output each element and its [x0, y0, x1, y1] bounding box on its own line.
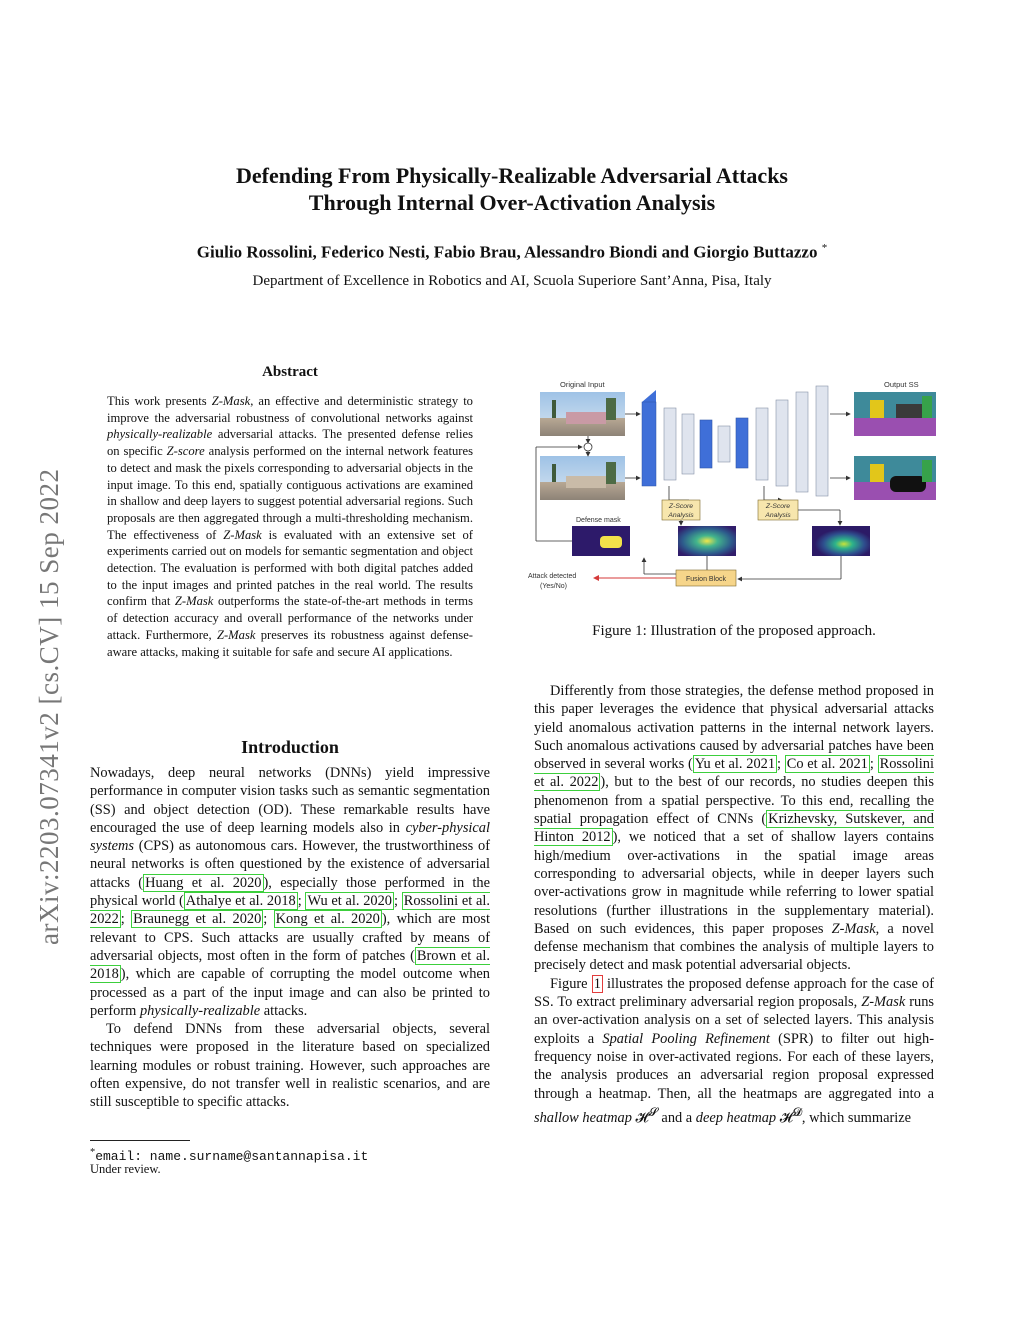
- intro-paragraph-1: Nowadays, deep neural networks (DNNs) yield impressive performance in computer vision tasks such as semantic segmentation (SS) and object detection (OD). These remarkable results have encouraged the use of deep learning models also in cyber-physical systems (CPS) as autonomous cars. However, the trustworthiness of neural networks is often questioned by the existence of adversarial attacks ( Huang et al. 2020 ), especially those performed in the physical world ( Athalye et al. 2018 ; Wu et al. 2020 ; Rossolini et al. 2022 ; Braunegg et al. 2020 ; Kong et al. 2020 ), which are most relevant to CPS. Such attacks are usually crafted by means of adversarial objects, most often in the form of patches ( Brown et al. 2018 ), which are capable of corrupting the model outcome when processed as a part of the input image and can also be printed to perform physically-realizable attacks.: [90, 765, 491, 1019]
- citation-link[interactable]: Huang et al. 2020: [145, 874, 262, 891]
- input-image-top: [540, 392, 625, 436]
- footnote-mark: *: [90, 1147, 96, 1158]
- citation-link[interactable]: Brown et al. 2018: [90, 947, 490, 983]
- zscore1-label-b: Analysis: [668, 512, 694, 519]
- intro-paragraph-2: To defend DNNs from these adversarial objects, several techniques were proposed in the literature based on specialized learning modules or robust training. However, such approaches are often expensive, do not transfer well in realistic scenarios, and are still susceptible to specific attacks.: [90, 1021, 490, 1111]
- citation-link[interactable]: Yu et al. 2021: [694, 756, 776, 773]
- figure-ref-link[interactable]: 1: [593, 975, 601, 992]
- arxiv-sidebar: [30, 355, 70, 945]
- zscore1-label-a: Z-Score: [668, 503, 694, 510]
- fusion-block-label: Fusion Block: [685, 576, 727, 583]
- author-list: [0, 242, 1024, 263]
- label-yes-no: (Yes/No): [540, 583, 567, 590]
- arxiv-identifier: arXiv:2203.07341v2 [cs.CV] 15 Sep 2022: [34, 468, 64, 945]
- architecture-diagram: [524, 378, 944, 600]
- network-layers: [642, 386, 828, 496]
- input-image-bottom: [540, 456, 625, 500]
- left-column-text: [90, 764, 490, 1112]
- intro-paragraph-3: Differently from those strategies, the defense method proposed in this paper leverages the evidence that physical adversarial attacks yield anomalous activation patterns in the internal network layers. Such anomalous activations caused by adversarial patches have been observed in several works ( Yu et al. 2021 ; Co et al. 2021 ; Rossolini et al. 2022 ), but to the best of our records, no studies deepen this phenomenon from a spatial perspective. To this end, recalling the spatial propagation effect of CNNs ( Krizhevsky, Sutskever, and Hinton 2012 ), we noticed that a set of shallow layers contains high/medium over-activations in the spatial image areas corresponding to adversarial objects, while in deeper layers such over-activations grow in magnitude while referring to lower spatial resolutions (further illustrations in the supplementary material). Based on such evidences, this paper proposes Z-Mask, a novel defense mechanism that combines the analysis of multiple layers to precisely detect and mask potential adversarial objects.: [534, 683, 934, 974]
- label-output-ss: Output SS: [884, 380, 919, 389]
- intro-paragraph-4: Figure 1 illustrates the proposed defense approach for the case of SS. To extract preliminary adversarial region proposals, Z-Mask runs an over-activation analysis on a set of selected layers. This analysis exploits a Spatial Pooling Refinement (SPR) to filter out high-frequency noise in over-activated regions. For each of these layers, the analysis produces an adversarial region proposal expressed through a heatmap. Then, all the heatmaps are aggregated into a shallow heatmap 𝓗$^𝓢$ and a deep heatmap 𝓗$^𝓓$, which summarize: [534, 975, 934, 1126]
- authors-text: Giulio Rossolini, Federico Nesti, Fabio Brau, Alessandro Biondi and Giorgio Buttazzo: [196, 242, 818, 262]
- footnote-email: email: name.surname@santannapisa.it: [95, 1149, 369, 1165]
- label-original-input: Original Input: [560, 380, 605, 389]
- introduction-heading: Introduction: [241, 737, 339, 757]
- paper-title: [0, 162, 1024, 216]
- abstract-heading: Abstract: [262, 364, 318, 380]
- citation-link[interactable]: Athalye et al. 2018: [185, 893, 296, 910]
- defense-mask-image: [572, 526, 630, 556]
- zscore2-label-b: Analysis: [765, 512, 791, 519]
- under-review-note: Under review.: [90, 1162, 161, 1176]
- label-attack-detected: Attack detected: [528, 573, 577, 580]
- zscore2-label-a: Z-Score: [765, 503, 791, 510]
- title-line-2: Through Internal Over-Activation Analysis: [308, 190, 716, 215]
- citation-link[interactable]: Kong et al. 2020: [275, 911, 380, 928]
- author-footnote-mark: *: [821, 242, 828, 254]
- output-segmentation-bottom: [854, 456, 936, 500]
- shallow-heatmap: [678, 526, 736, 556]
- citation-link[interactable]: Krizhevsky, Sutskever, and Hinton 2012: [534, 811, 934, 846]
- abstract-body: This work presents Z-Mask, an effective and deterministic strategy to improve the adversarial robustness of convolutional networks against physically-realizable adversarial attacks. The presented defense relies on specific Z-score analysis performed on the internal network features to detect and mask the pixels corresponding to adversarial objects in the input image. To this end, spatially contiguous activations are examined in shallow and deep layers to suggest potential adversarial regions. Such proposals are then aggregated through a multi-thresholding mechanism. The effectiveness of Z-Mask is evaluated with an extensive set of experiments carried out on models for semantic segmentation and object detection. The evaluation is performed with both digital patches added to the input images and printed patches in the real world. The results confirm that Z-Mask outperforms the state-of-the-art methods in terms of detection accuracy and overall performance of the networks under attack. Furthermore, Z-Mask preserves its robustness against defense-aware attacks, making it suitable for safe and secure AI applications.: [107, 394, 473, 659]
- right-column-text: [534, 682, 934, 1127]
- label-defense-mask: Defense mask: [576, 517, 621, 524]
- citation-link[interactable]: Rossolini et al. 2022: [90, 893, 490, 928]
- affiliation: Department of Excellence in Robotics and AI, Scuola Superiore Sant’Anna, Pisa, Italy: [252, 273, 772, 289]
- deep-heatmap: [812, 526, 870, 556]
- figure-caption: Figure 1: Illustration of the proposed approach.: [592, 623, 876, 639]
- citation-link[interactable]: Braunegg et al. 2020: [133, 911, 262, 928]
- citation-link[interactable]: Co et al. 2021: [786, 756, 868, 773]
- footnote-rule: [90, 1140, 190, 1141]
- title-line-1: Defending From Physically-Realizable Adversarial Attacks: [236, 163, 788, 188]
- citation-link[interactable]: Wu et al. 2020: [307, 893, 393, 910]
- output-segmentation-top: [854, 392, 936, 436]
- citation-link[interactable]: Rossolini et al. 2022: [534, 756, 934, 791]
- multiply-operator-icon: [584, 443, 592, 451]
- figure-1: [524, 378, 944, 600]
